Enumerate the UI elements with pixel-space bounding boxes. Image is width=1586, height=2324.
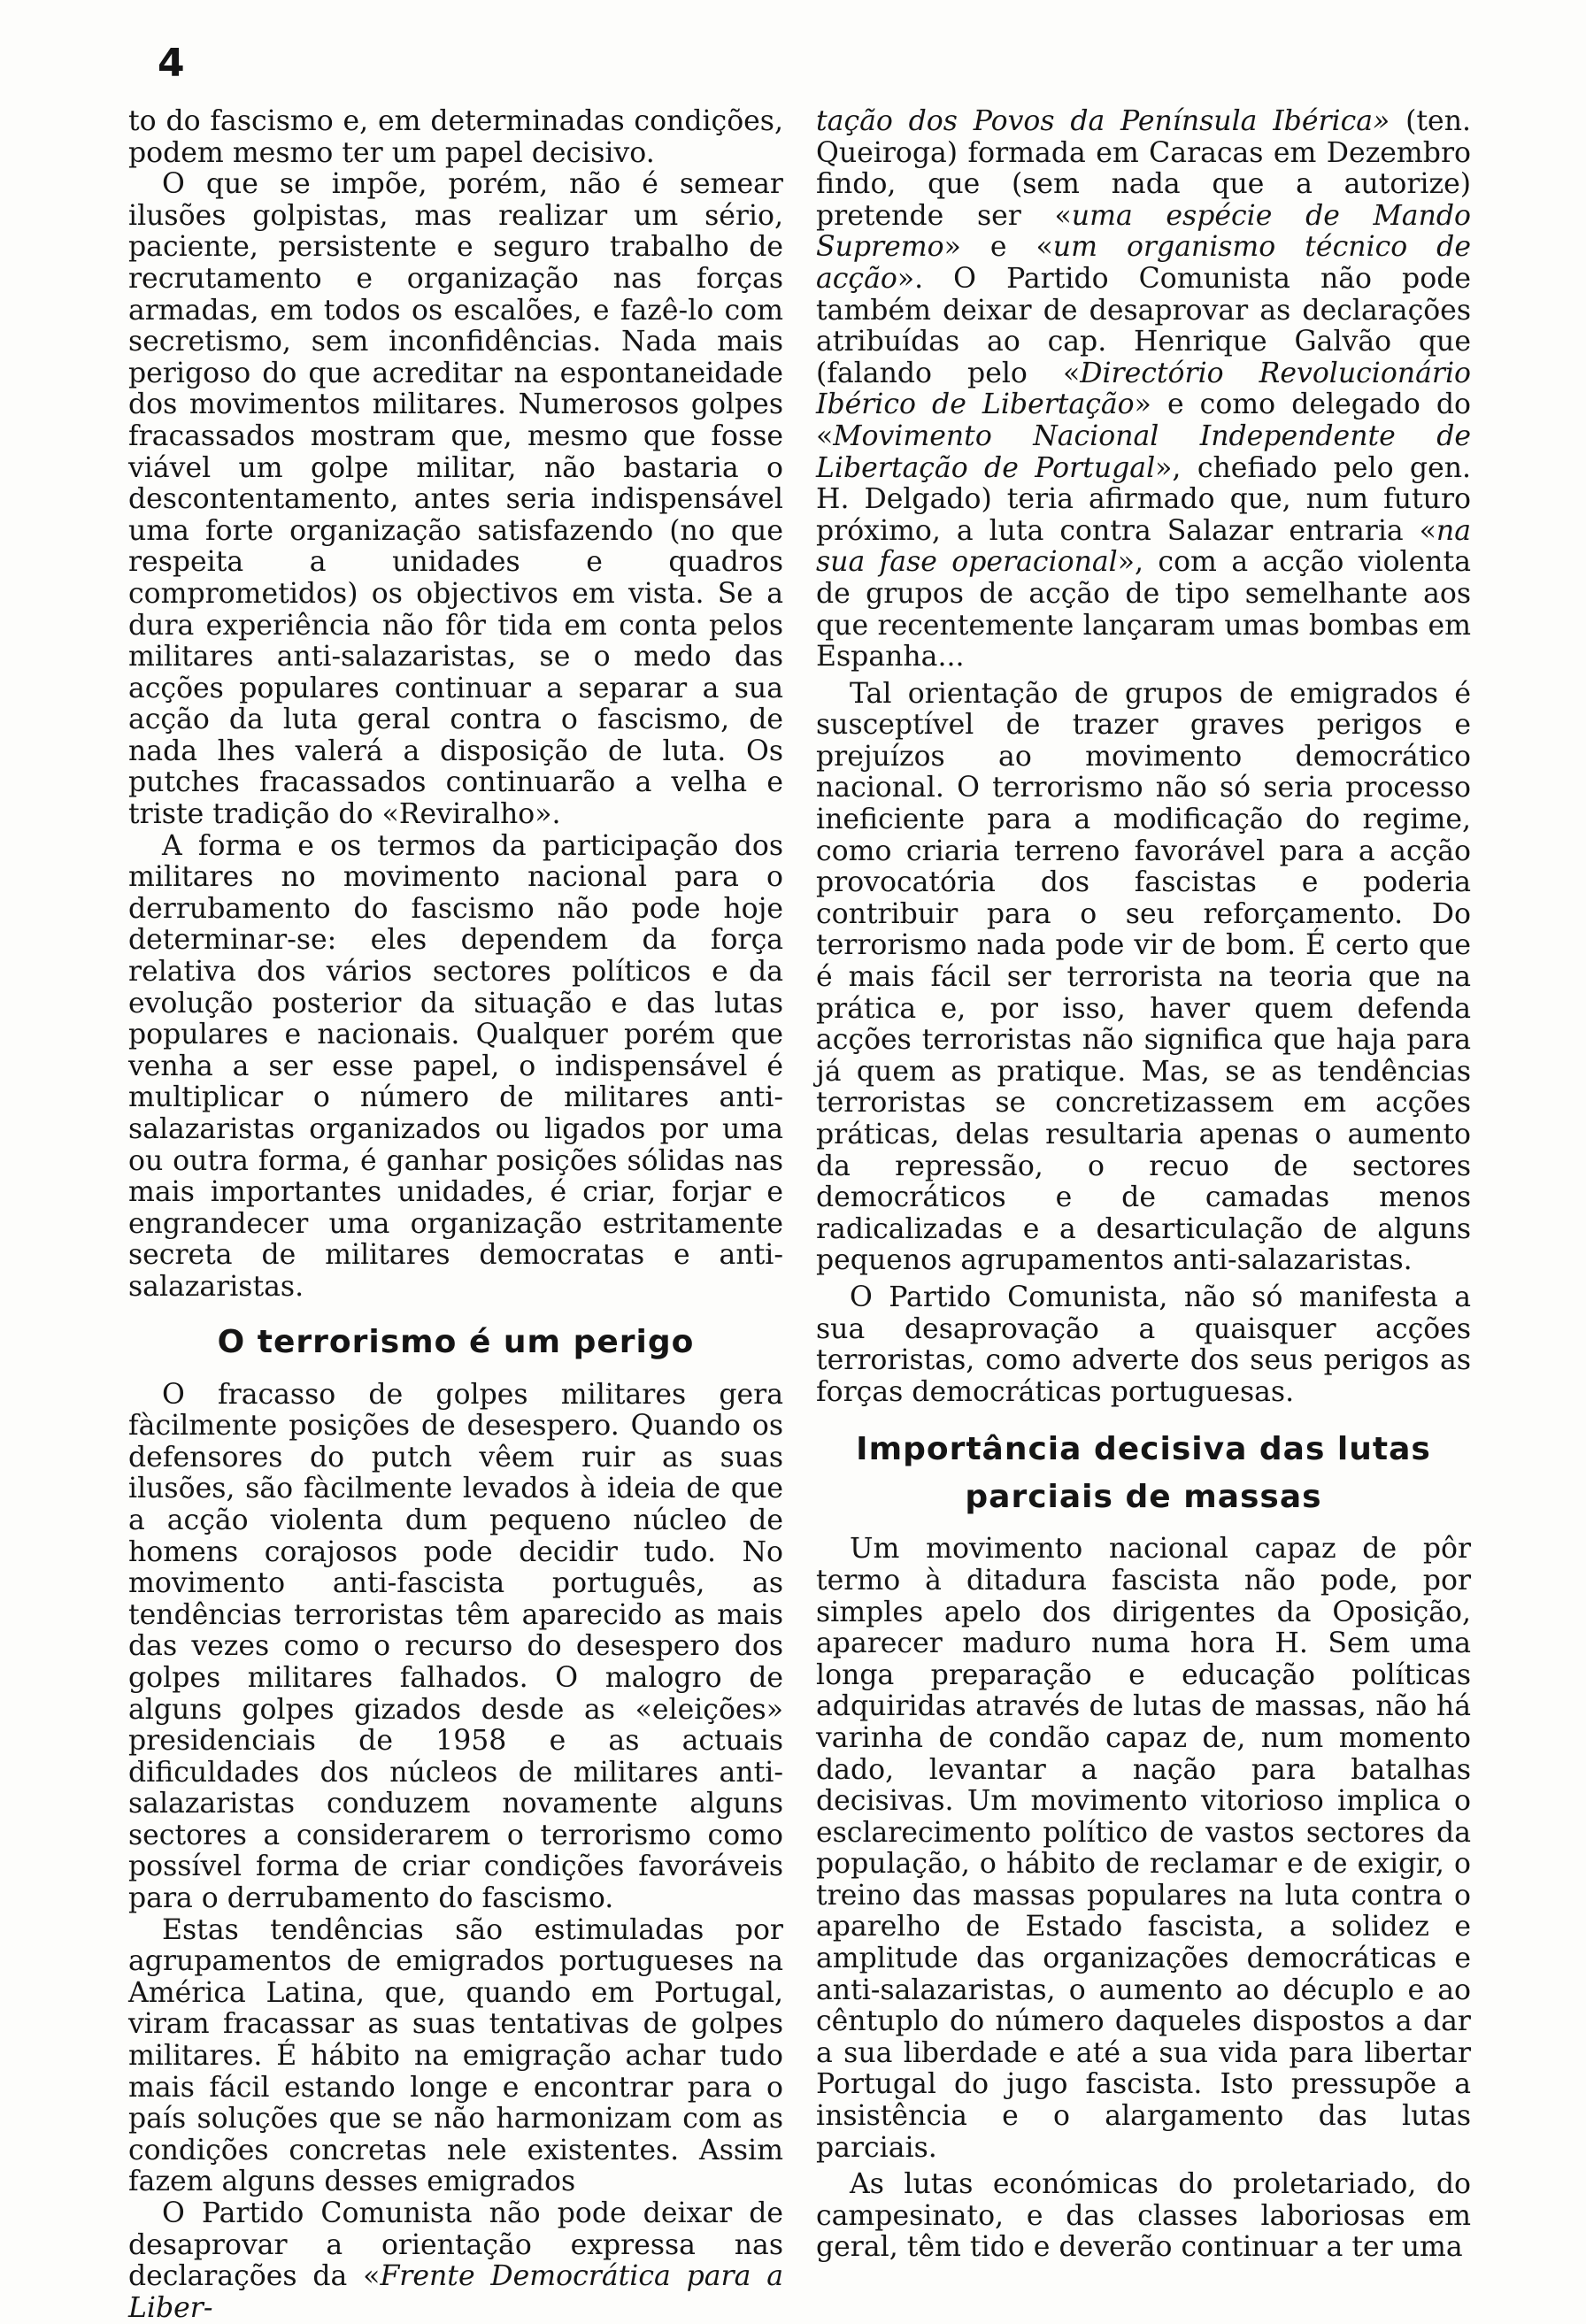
declaracoes-text-c: ». O Partido Comunista não pode também deixar de desaprovar as declarações atribuídas ao cap. Henrique Galvão que (falando pelo « — [816, 262, 1471, 389]
page-number: 4 — [158, 41, 185, 86]
declaracoes-text-a: (ten. Queiroga) formada em Caracas em Dezembro findo, que (sem nada que a autorize) pretende ser « — [816, 105, 1471, 232]
paragraph-continuation: to do fascismo e, em determinadas condições, podem mesmo ter um papel decisivo. — [128, 105, 783, 169]
frente-italic: Frente Democrática para a Liber- — [128, 2260, 783, 2324]
paragraph-frente-democratica — [128, 2198, 783, 2324]
right-column — [816, 106, 1471, 2264]
declaracoes-italic-1: uma espécie de Mando Supremo — [816, 199, 1472, 264]
heading-line-1: Importância decisiva das lutas — [856, 1431, 1431, 1468]
declaracoes-text-e: », chefiado pelo gen. H. Delgado) teria afirmado que, num futuro próximo, a luta contra Salazar entraria « — [816, 451, 1472, 547]
section-heading-lutas-parciais — [816, 1426, 1471, 1521]
frente-text: O Partido Comunista não pode deixar de desaprovar a orientação expressa nas declarações da « — [128, 2197, 783, 2293]
declaracoes-text-d: » e como delegado do « — [816, 389, 1471, 452]
paragraph-lutas-economicas: As lutas económicas do proletariado, do campesinato, e das classes laboriosas em geral, têm tido e deverão continuar a ter uma — [816, 2168, 1471, 2264]
declaracoes-italic-3: Directório Revolucionário Ibérico de Libertação — [816, 357, 1471, 421]
paragraph-golpismo: O que se impõe, porém, não é semear ilusões golpistas, mas realizar um sério, paciente, persistente e seguro trabalho de recrutamento e organização nas forças armadas, em todos os escalões, e fazê-lo com secretismo, sem inconfidências. Nada mais perigoso do que acreditar na espontaneidade dos movimentos militares. Numerosos golpes fracassados mostram que, mesmo que fosse viável um golpe militar, não bastaria o descontentamento, antes seria indispensável uma forte organização satisfazendo (no que respeita a unidades e quadros comprometidos) os objectivos em vista. Se a dura experiência não fôr tida em conta pelos militares anti-salazaristas, se o medo das acções populares continuar a separar a sua acção da luta geral contra o fascismo, de nada lhes valerá a disposição de luta. Os putches fracassados continuarão a velha e triste tradição do «Reviralho». — [128, 168, 783, 831]
declaracoes-italic-5: na sua fase operacional — [816, 514, 1471, 579]
declaracoes-italic-4: Movimento Nacional Independente de Libertação de Portugal — [816, 419, 1471, 484]
paragraph-emigrados: Estas tendências são estimuladas por agrupamentos de emigrados portugueses na América Latina, que, quando em Portugal, viram fracassar as suas tentativas de golpes militares. É hábito na emigração achar tudo mais fácil estando longe e encontrar para o país soluções que se não harmonizam com as condições concretas nele existentes. Assim fazem alguns desses emigrados — [128, 1913, 783, 2198]
heading-line-2: parciais de massas — [965, 1479, 1322, 1516]
section-heading-terrorismo: O terrorismo é um perigo — [217, 1323, 695, 1360]
left-column — [128, 106, 783, 2324]
declaracoes-italic-2: um organismo técnico de acção — [816, 231, 1471, 295]
paragraph-orientacao: Tal orientação de grupos de emigrados é susceptível de trazer graves perigos e prejuízos ao movimento democrático nacional. O terrorismo não só seria processo ineficiente para a modificação do regime, como criaria terreno favorável para a acção provocatória dos fascistas e poderia contribuir para o seu reforçamento. Do terrorismo nada pode vir de bom. É certo que é mais fácil ser terrorista na teoria que na prática e, por isso, haver quem defenda acções terroristas não significa que haja para já quem as pratique. Mas, se as tendências terroristas se concretizassem em acções práticas, delas resultaria apenas o aumento da repressão, o recuo de sectores democráticos e de camadas menos radicalizadas e a desarticulação de alguns pequenos agrupamentos anti-salazaristas. — [816, 677, 1471, 1277]
declaracoes-text-f: », com a acção violenta de grupos de acção de tipo semelhante aos que recentemente lançaram umas bombas em Espanha... — [816, 546, 1471, 673]
paragraph-desespero: O fracasso de golpes militares gera fàcilmente posições de desespero. Quando os defensores do putch vêem ruir as suas ilusões, são fàcilmente levados à ideia de que a acção violenta dum pequeno núcleo de homens corajosos pode decidir tudo. No movimento anti-fascista português, as tendências terroristas têm aparecido as mais das vezes como o recurso do desespero dos golpes militares falhados. O malogro de alguns golpes gizados desde as «eleições» presidenciais de 1958 e as actuais dificuldades dos núcleos de militares anti-salazaristas conduzem novamente alguns sectores a considerarem o terrorismo como possível forma de criar condições favoráveis para o derrubamento do fascismo. — [128, 1378, 783, 1915]
declaracoes-text-b: » e « — [943, 231, 1053, 264]
paragraph-participacao-militares: A forma e os termos da participação dos militares no movimento nacional para o derrubamento do fascismo não pode hoje determinar-se: eles dependem da força relativa dos vários sectores políticos e da evolução posterior da situação e das lutas populares e nacionais. Qualquer porém que venha a ser esse papel, o indispensável é multiplicar o número de militares anti-salazaristas organizados ou ligados por uma ou outra forma, é ganhar posições sólidas nas mais importantes unidades, é criar, forjar e engrandecer uma organização estritamente secreta de militares democratas e anti-salazaristas. — [128, 829, 783, 1303]
paragraph-declaracoes — [816, 106, 1471, 673]
declaracoes-italic-start: tação dos Povos da Península Ibérica» — [816, 105, 1390, 137]
paragraph-movimento-nacional: Um movimento nacional capaz de pôr termo à ditadura fascista não pode, por simples apelo dos dirigentes da Oposição, aparecer maduro numa hora H. Sem uma longa preparação e educação políticas adquiridas através de lutas de massas, não há varinha de condão capaz de, num momento dado, levantar a nação para batalhas decisivas. Um movimento vitorioso implica o esclarecimento político de vastos sectores da população, o hábito de reclamar e de exigir, o treino das massas populares na luta contra o aparelho de Estado fascista, a solidez e amplitude das organizações democráticas e anti-salazaristas, o aumento ao décuplo e ao cêntuplo do número daqueles dispostos a dar a sua liberdade e até a sua vida para libertar Portugal do jugo fascista. Isto pressupõe a insistência e o alargamento das lutas parciais. — [816, 1533, 1471, 2164]
paragraph-desaprovacao: O Partido Comunista, não só manifesta a sua desaprovação a quaisquer acções terroristas, como adverte dos seus perigos as forças democráticas portuguesas. — [816, 1281, 1471, 1408]
